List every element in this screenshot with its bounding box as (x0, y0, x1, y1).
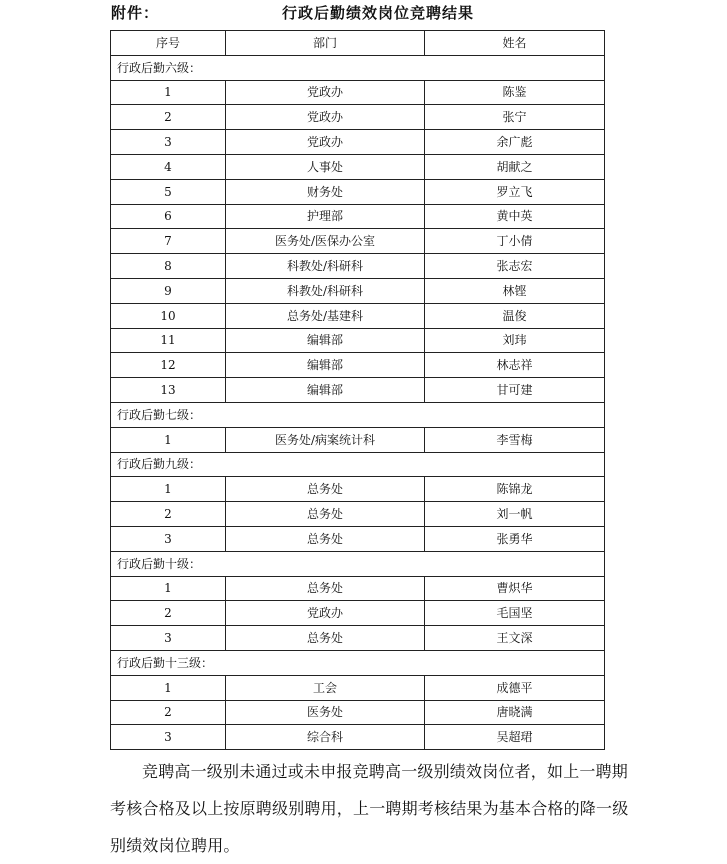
section-row (111, 402, 605, 427)
name-cell: 张志宏 (425, 254, 605, 279)
name-cell: 温俊 (425, 303, 605, 328)
document-title: 行政后勤绩效岗位竞聘结果 (282, 4, 475, 22)
department-cell: 编辑部 (226, 378, 425, 403)
name-cell: 丁小倩 (425, 229, 605, 254)
table-row (111, 254, 605, 279)
row-number-cell: 3 (111, 526, 226, 551)
name-cell: 吴超珺 (425, 725, 605, 750)
section-label: 行政后勤十三级： (111, 650, 605, 675)
name-cell: 陈锦龙 (425, 477, 605, 502)
table-row (111, 130, 605, 155)
row-number-cell: 12 (111, 353, 226, 378)
table-row (111, 601, 605, 626)
name-cell: 陈鉴 (425, 80, 605, 105)
table-row (111, 700, 605, 725)
department-cell: 科教处/科研科 (226, 278, 425, 303)
section-label: 行政后勤七级： (111, 402, 605, 427)
name-cell: 成德平 (425, 675, 605, 700)
table-row (111, 179, 605, 204)
section-row (111, 551, 605, 576)
row-number-cell: 3 (111, 725, 226, 750)
department-cell: 医务处 (226, 700, 425, 725)
department-cell: 总务处 (226, 576, 425, 601)
row-number-cell: 1 (111, 427, 226, 452)
table-row (111, 725, 605, 750)
department-cell: 总务处 (226, 526, 425, 551)
department-cell: 科教处/科研科 (226, 254, 425, 279)
row-number-cell: 1 (111, 80, 226, 105)
table-row (111, 278, 605, 303)
name-cell: 胡献之 (425, 154, 605, 179)
row-number-cell: 5 (111, 179, 226, 204)
department-cell: 总务处/基建科 (226, 303, 425, 328)
table-row (111, 229, 605, 254)
name-cell: 张宁 (425, 105, 605, 130)
name-cell: 唐晓满 (425, 700, 605, 725)
results-table (110, 30, 605, 750)
name-cell: 林志祥 (425, 353, 605, 378)
department-cell: 财务处 (226, 179, 425, 204)
table-row (111, 477, 605, 502)
name-cell: 张勇华 (425, 526, 605, 551)
page-header (0, 2, 727, 26)
table-row (111, 105, 605, 130)
table-row (111, 80, 605, 105)
name-cell: 毛国坚 (425, 601, 605, 626)
name-cell: 李雪梅 (425, 427, 605, 452)
table-row (111, 502, 605, 527)
section-label: 行政后勤十级： (111, 551, 605, 576)
section-label: 行政后勤九级： (111, 452, 605, 477)
department-cell: 党政办 (226, 130, 425, 155)
table-row (111, 353, 605, 378)
row-number-cell: 13 (111, 378, 226, 403)
department-cell: 人事处 (226, 154, 425, 179)
column-header-department: 部门 (226, 31, 425, 56)
row-number-cell: 1 (111, 675, 226, 700)
department-cell: 医务处/医保办公室 (226, 229, 425, 254)
section-row (111, 55, 605, 80)
department-cell: 工会 (226, 675, 425, 700)
row-number-cell: 2 (111, 601, 226, 626)
row-number-cell: 3 (111, 130, 226, 155)
table-row (111, 576, 605, 601)
section-row (111, 650, 605, 675)
name-cell: 王文深 (425, 626, 605, 651)
row-number-cell: 10 (111, 303, 226, 328)
attachment-label: 附件： (111, 4, 160, 22)
table-row (111, 378, 605, 403)
department-cell: 党政办 (226, 105, 425, 130)
department-cell: 总务处 (226, 626, 425, 651)
row-number-cell: 8 (111, 254, 226, 279)
table-row (111, 303, 605, 328)
column-header-name: 姓名 (425, 31, 605, 56)
name-cell: 刘一帆 (425, 502, 605, 527)
table-row (111, 526, 605, 551)
department-cell: 总务处 (226, 477, 425, 502)
row-number-cell: 3 (111, 626, 226, 651)
name-cell: 刘玮 (425, 328, 605, 353)
note-paragraph: 竞聘高一级别未通过或未申报竞聘高一级别绩效岗位者，如上一聘期考核合格及以上按原聘级别聘用，上一聘期考核结果为基本合格的降一级别绩效岗位聘用。 (110, 762, 629, 855)
row-number-cell: 6 (111, 204, 226, 229)
section-label: 行政后勤六级： (111, 55, 605, 80)
department-cell: 编辑部 (226, 328, 425, 353)
table-row (111, 427, 605, 452)
row-number-cell: 1 (111, 477, 226, 502)
section-row (111, 452, 605, 477)
department-cell: 党政办 (226, 601, 425, 626)
department-cell: 护理部 (226, 204, 425, 229)
department-cell: 编辑部 (226, 353, 425, 378)
row-number-cell: 2 (111, 700, 226, 725)
table-row (111, 675, 605, 700)
table-row (111, 328, 605, 353)
row-number-cell: 9 (111, 278, 226, 303)
department-cell: 党政办 (226, 80, 425, 105)
table-row (111, 154, 605, 179)
department-cell: 总务处 (226, 502, 425, 527)
department-cell: 综合科 (226, 725, 425, 750)
table-row (111, 626, 605, 651)
department-cell: 医务处/病案统计科 (226, 427, 425, 452)
name-cell: 甘可建 (425, 378, 605, 403)
name-cell: 黄中英 (425, 204, 605, 229)
row-number-cell: 2 (111, 502, 226, 527)
row-number-cell: 11 (111, 328, 226, 353)
row-number-cell: 2 (111, 105, 226, 130)
table-header-row (111, 31, 605, 56)
name-cell: 罗立飞 (425, 179, 605, 204)
name-cell: 曹炽华 (425, 576, 605, 601)
row-number-cell: 1 (111, 576, 226, 601)
column-header-number: 序号 (111, 31, 226, 56)
table-row (111, 204, 605, 229)
name-cell: 林铿 (425, 278, 605, 303)
row-number-cell: 7 (111, 229, 226, 254)
row-number-cell: 4 (111, 154, 226, 179)
name-cell: 余广彪 (425, 130, 605, 155)
table-body (111, 55, 605, 749)
